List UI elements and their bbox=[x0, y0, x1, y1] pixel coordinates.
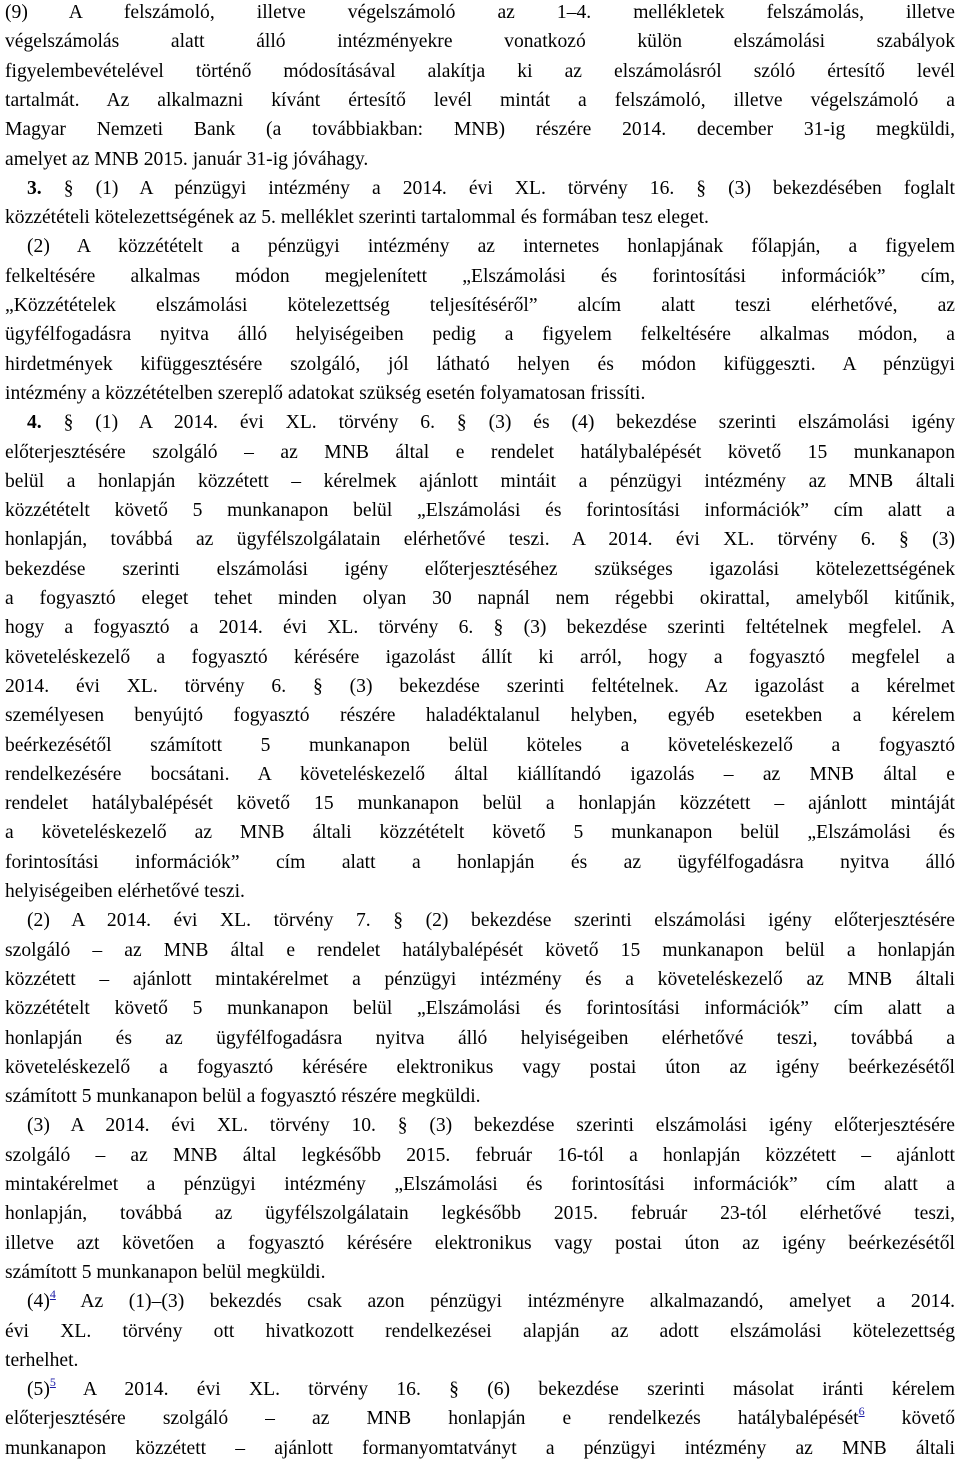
text-line bbox=[5, 1258, 955, 1287]
text-line bbox=[5, 1141, 955, 1170]
text-line bbox=[27, 408, 955, 437]
line-text: közzétételt követő 5 munkanapon belül „Elszámolási és forintosítási információk” cím alatt a bbox=[5, 998, 955, 1020]
line-text: Az (1)–(3) bekezdés csak azon pénzügyi intézményre alkalmazandó, amelyet a 2014. bbox=[55, 1291, 955, 1313]
text-line bbox=[5, 57, 955, 86]
text-line bbox=[5, 584, 955, 613]
text-line bbox=[5, 525, 955, 554]
text-line bbox=[5, 145, 955, 174]
line-text: tartalmát. Az alkalmazni kívánt értesítő levél mintát a felszámoló, illetve végelszámoló a bbox=[5, 89, 955, 111]
line-text: „Közzétételek elszámolási kötelezettség teljesítéséről” alcím alatt teszi elérhetővé, az bbox=[5, 295, 955, 316]
text-line bbox=[27, 232, 955, 261]
paragraph-number: (4) bbox=[27, 1291, 50, 1313]
line-text: felkeltésére alkalmas módon megjelenített „Elszámolási és forintosítási információk” cím, bbox=[5, 265, 955, 287]
line-text: A 2014. évi XL. törvény 16. § (6) bekezdése szerinti másolat iránti kérelem bbox=[55, 1379, 955, 1401]
text-line bbox=[5, 1199, 955, 1228]
line-text: § (1) A 2014. évi XL. törvény 6. § (3) és (4) bekezdése szerinti elszámolási igény bbox=[41, 412, 955, 434]
line-text: rendelet hatálybalépését követő 15 munkanapon belül a honlapján közzétett – ajánlott mintáját bbox=[5, 793, 955, 815]
line-text: figyelembevételével történő módosításával alakítja ki az elszámolásról szóló értesítő levél bbox=[5, 60, 955, 82]
text-line bbox=[5, 731, 955, 760]
line-text: belül a honlapján közzétett – kérelmek ajánlott mintáit a pénzügyi intézmény az MNB általi bbox=[5, 470, 955, 492]
line-text: illetve azt követően a fogyasztó kérésére elektronikus vagy postai úton az igény beérkezésétől bbox=[5, 1232, 955, 1254]
line-text: évi XL. törvény ott hivatkozott rendelkezései alapján az adott elszámolási kötelezettség bbox=[5, 1320, 955, 1342]
text-line bbox=[27, 1111, 955, 1140]
line-text: forintosítási információk” cím alatt a honlapján és az ügyfélfogadásra nyitva álló bbox=[5, 851, 955, 873]
text-line bbox=[5, 1024, 955, 1053]
line-text: § (1) A pénzügyi intézmény a 2014. évi XL. törvény 16. § (3) bekezdésében foglalt bbox=[41, 177, 955, 199]
line-text: számított 5 munkanapon belül a fogyasztó részére megküldi. bbox=[5, 1086, 481, 1108]
line-text: a követeléskezelő az MNB általi közzétételt követő 5 munkanapon belül „Elszámolási és bbox=[5, 822, 955, 844]
text-line bbox=[5, 203, 955, 232]
line-text: bekezdése szerinti elszámolási igény előterjesztéséhez szükséges igazolási kötelezettségének bbox=[5, 558, 955, 580]
line-text: szolgáló – az MNB által legkésőbb 2015. február 16-tól a honlapján közzétett – ajánlott bbox=[5, 1144, 955, 1166]
text-line bbox=[5, 1082, 955, 1111]
line-text: közzétételi kötelezettségének az 5. melléklet szerinti tartalommal és formában tesz eleget. bbox=[5, 207, 709, 229]
paragraph-number: (5) bbox=[27, 1379, 50, 1401]
text-line bbox=[5, 1346, 955, 1375]
line-text: közzétételt követő 5 munkanapon belül „Elszámolási és forintosítási információk” cím alatt a bbox=[5, 500, 955, 522]
line-text: helyiségeiben elérhetővé teszi. bbox=[5, 881, 245, 902]
line-text: szolgáló – az MNB által e rendelet hatálybalépését követő 15 munkanapon belül a honlapján bbox=[5, 939, 955, 961]
text-line bbox=[5, 0, 955, 27]
line-text: közzétett – ajánlott mintakérelmet a pénzügyi intézmény és a követeléskezelő az MNB általi bbox=[5, 968, 955, 990]
line-text: követeléskezelő a fogyasztó kérésére elektronikus vagy postai úton az igény beérkezésétől bbox=[5, 1056, 955, 1078]
text-line bbox=[27, 1375, 955, 1404]
text-line bbox=[5, 877, 955, 906]
line-text: intézmény a közzétételben szereplő adatokat szükség esetén folyamatosan frissíti. bbox=[5, 382, 646, 404]
line-text: mintakérelmet a pénzügyi intézmény „Elszámolási és forintosítási információk” cím alatt a bbox=[5, 1174, 955, 1195]
text-line bbox=[5, 379, 955, 408]
footnote-link[interactable]: 5 bbox=[49, 1375, 56, 1390]
line-text-tail: követő bbox=[864, 1408, 955, 1430]
text-line bbox=[5, 848, 955, 877]
line-text: terhelhet. bbox=[5, 1349, 79, 1371]
line-text: hirdetmények kifüggesztésére szolgáló, jól látható helyen és módon kifüggeszti. A pénzügyi bbox=[5, 353, 955, 375]
text-line bbox=[5, 965, 955, 994]
line-text: előterjesztésére szolgáló – az MNB honlapján e rendelkezés hatálybalépését bbox=[5, 1408, 859, 1430]
line-text: Magyar Nemzeti Bank (a továbbiakban: MNB) részére 2014. december 31-ig megküldi, bbox=[5, 119, 955, 141]
line-text: végelszámolás alatt álló intézményekre vonatkozó külön elszámolási szabályok bbox=[5, 31, 955, 53]
line-text: honlapján, továbbá az ügyfélszolgálatain legkésőbb 2015. február 23-tól elérhetővé teszi, bbox=[5, 1203, 955, 1225]
line-text: 2014. évi XL. törvény 6. § (3) bekezdése szerinti feltételnek. Az igazolást a kérelmet bbox=[5, 675, 955, 697]
text-line bbox=[5, 643, 955, 672]
text-line bbox=[5, 438, 955, 467]
line-text: követeléskezelő a fogyasztó kérésére igazolást állít ki arról, hogy a fogyasztó megfelel a bbox=[5, 646, 955, 668]
text-line bbox=[5, 555, 955, 584]
footnote-link[interactable]: 6 bbox=[858, 1404, 865, 1419]
text-line bbox=[27, 906, 955, 935]
line-text: a fogyasztó eleget tehet minden olyan 30 napnál nem régebbi okirattal, amelyből kitűnik, bbox=[5, 588, 955, 609]
text-line bbox=[5, 27, 955, 56]
text-line bbox=[5, 701, 955, 730]
line-text: rendelkezésére bocsátani. A követeléskezelő által kiállítandó igazolás – az MNB által e bbox=[5, 763, 955, 785]
section-number: 3. bbox=[27, 177, 42, 199]
text-line bbox=[5, 994, 955, 1023]
line-text: (2) A közzétételt a pénzügyi intézmény az internetes honlapjának főlapján, a figyelem bbox=[27, 236, 955, 258]
text-line bbox=[5, 320, 955, 349]
line-text: beérkezésétől számított 5 munkanapon belül köteles a követeléskezelő a fogyasztó bbox=[5, 734, 955, 756]
text-line bbox=[5, 672, 955, 701]
line-text: hogy a fogyasztó a 2014. évi XL. törvény 6. § (3) bekezdése szerinti feltételnek megfelel. A bbox=[5, 617, 955, 639]
text-line bbox=[5, 86, 955, 115]
text-line bbox=[5, 496, 955, 525]
line-text: ügyfélfogadásra nyitva álló helyiségeiben pedig a figyelem felkeltésére alkalmas módon, a bbox=[5, 324, 955, 346]
line-text: amelyet az MNB 2015. január 31-ig jóváhagy. bbox=[5, 148, 369, 170]
section-number: 4. bbox=[27, 412, 42, 434]
line-text: (2) A 2014. évi XL. törvény 7. § (2) bekezdése szerinti elszámolási igény előterjesztésére bbox=[27, 910, 955, 932]
text-line bbox=[5, 818, 955, 847]
footnote-link[interactable]: 4 bbox=[49, 1287, 56, 1302]
text-line bbox=[5, 350, 955, 379]
text-line bbox=[27, 174, 955, 203]
text-line bbox=[5, 789, 955, 818]
line-text: (9) A felszámoló, illetve végelszámoló az 1–4. mellékletek felszámolás, illetve bbox=[5, 2, 955, 23]
text-line bbox=[5, 1317, 955, 1346]
text-line bbox=[5, 115, 955, 144]
text-line bbox=[5, 760, 955, 789]
line-text: előterjesztésére szolgáló – az MNB által e rendelet hatálybalépését követő 15 munkanapon bbox=[5, 441, 955, 463]
line-text: (3) A 2014. évi XL. törvény 10. § (3) bekezdése szerinti elszámolási igény előterjesztésére bbox=[27, 1115, 955, 1137]
text-line bbox=[27, 1287, 955, 1316]
text-line bbox=[5, 613, 955, 642]
line-text: személyesen benyújtó fogyasztó részére haladéktalanul helyben, egyéb esetekben a kérelem bbox=[5, 705, 955, 727]
text-line bbox=[5, 1170, 955, 1199]
text-line bbox=[5, 262, 955, 291]
text-line bbox=[5, 291, 955, 320]
text-line bbox=[5, 936, 955, 965]
text-line bbox=[5, 467, 955, 496]
line-text: munkanapon közzétett – ajánlott formanyomtatványt a pénzügyi intézmény az MNB általi bbox=[5, 1437, 955, 1459]
text-line bbox=[5, 1404, 955, 1433]
line-text: honlapján, továbbá az ügyfélszolgálatain elérhetővé teszi. A 2014. évi XL. törvény 6. § (3) bbox=[5, 529, 955, 551]
text-line bbox=[5, 1229, 955, 1258]
text-line bbox=[5, 1053, 955, 1082]
line-text: honlapján és az ügyfélfogadásra nyitva álló helyiségeiben elérhetővé teszi, továbbá a bbox=[5, 1027, 955, 1049]
line-text: számított 5 munkanapon belül megküldi. bbox=[5, 1261, 326, 1283]
text-line bbox=[5, 1434, 955, 1460]
